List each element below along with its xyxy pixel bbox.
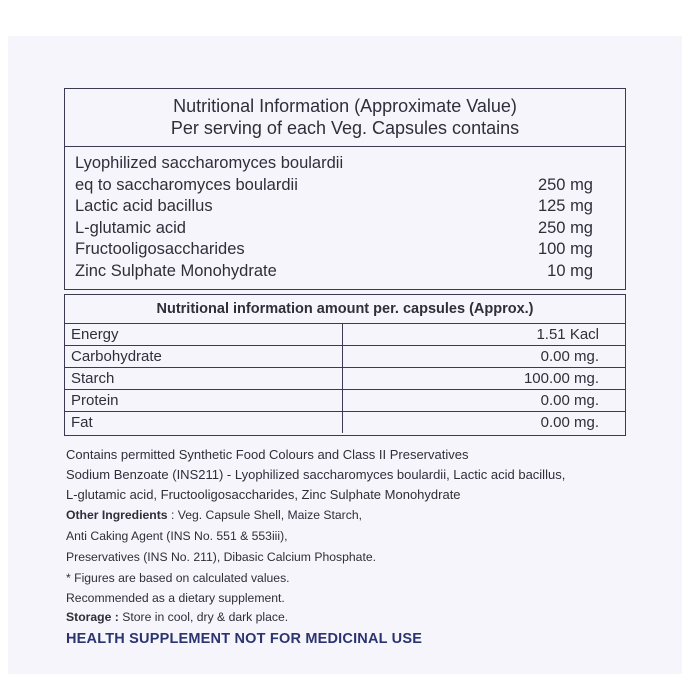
health-supplement-warning: HEALTH SUPPLEMENT NOT FOR MEDICINAL USE <box>66 631 423 647</box>
figures-note: * Figures are based on calculated values. <box>66 571 290 585</box>
other-ingredients-line-2: Anti Caking Agent (INS No. 551 & 553iii), <box>66 529 288 543</box>
storage: Storage : Store in cool, dry & dark place. <box>66 610 289 624</box>
preservatives-line: Contains permitted Synthetic Food Colours and Class II Preservatives <box>66 447 469 462</box>
composition-line-2: L-glutamic acid, Fructooligosaccharides, Zinc Sulphate Monohydrate <box>66 487 461 502</box>
ingredient-row: L-glutamic acid 250 mg <box>75 218 593 237</box>
heading-line-1: Nutritional Information (Approximate Value) <box>173 96 517 116</box>
table-row: Energy 1.51 Kacl <box>65 324 625 346</box>
table-heading: Nutritional information amount per. capsules (Approx.) <box>65 295 625 324</box>
ingredient-row: eq to saccharomyces boulardii 250 mg <box>75 175 593 194</box>
table-row: Protein 0.00 mg. <box>65 390 625 412</box>
ingredient-row: Fructooligosaccharides 100 mg <box>75 240 593 258</box>
table-row: Fat 0.00 mg. <box>65 412 625 434</box>
heading-line-2: Per serving of each Veg. Capsules contains <box>170 118 520 138</box>
recommendation: Recommended as a dietary supplement. <box>66 591 285 605</box>
table-row: Starch 100.00 mg. <box>65 368 625 390</box>
ingredient-row: Zinc Sulphate Monohydrate 10 mg <box>75 261 593 280</box>
ingredient-row: Lactic acid bacillus 125 mg <box>75 197 593 215</box>
label-notes <box>66 445 646 649</box>
ingredient-row: Lyophilized saccharomyces boulardii <box>75 154 344 172</box>
nutrition-table <box>65 324 625 433</box>
composition-line-1: Sodium Benzoate (INS211) - Lyophilized saccharomyces boulardii, Lactic acid bacillus, <box>66 467 566 482</box>
nutritional-info-heading <box>65 89 625 147</box>
table-row: Carbohydrate 0.00 mg. <box>65 346 625 368</box>
other-ingredients-line-3: Preservatives (INS No. 211), Dibasic Calcium Phosphate. <box>66 550 377 564</box>
nutrition-per-capsule-table <box>64 294 626 436</box>
ingredient-list <box>65 147 625 282</box>
other-ingredients: Other Ingredients : Veg. Capsule Shell, Maize Starch, <box>66 508 363 522</box>
nutritional-info-box <box>64 88 626 290</box>
